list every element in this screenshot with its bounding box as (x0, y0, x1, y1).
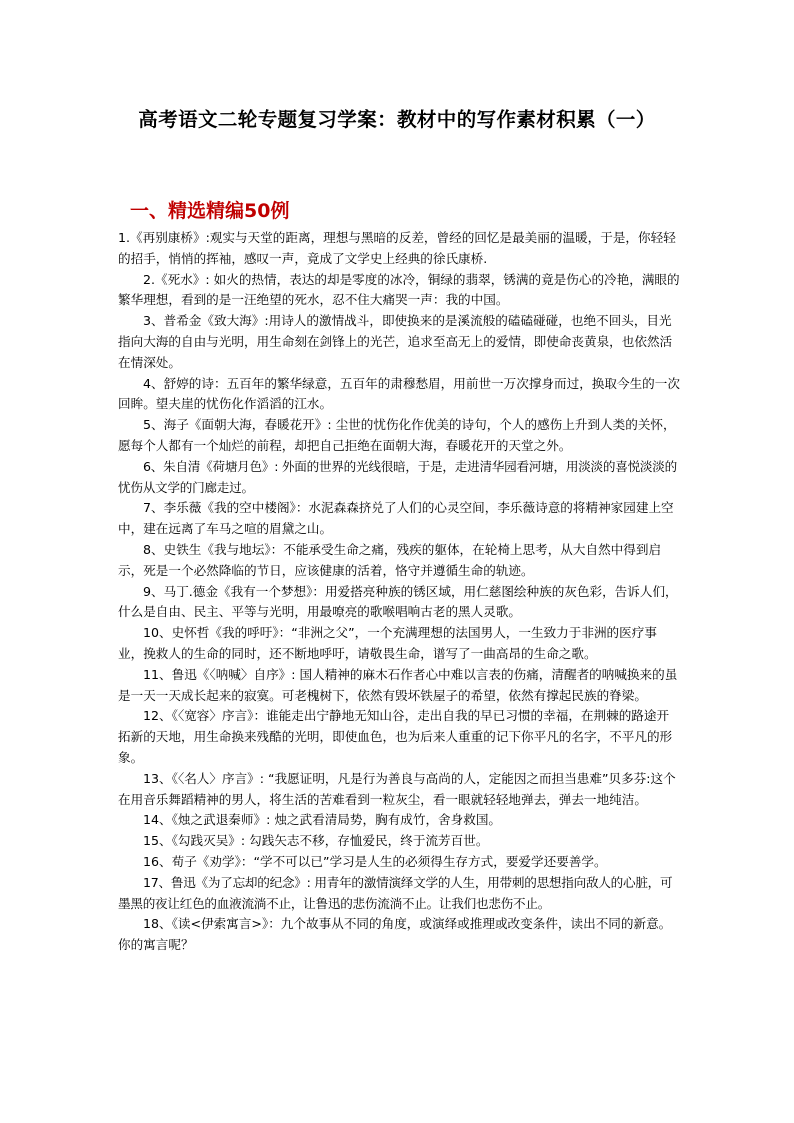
entry-paragraph: 4、舒婷的诗：五百年的繁华绿意，五百年的肃穆愁眉，用前世一万次撑身而过，换取今生的一次回眸。望夫崖的忧伤化作滔滔的江水。 (118, 375, 680, 412)
entry-paragraph: 14、《烛之武退秦师》: 烛之武看清局势，胸有成竹，舍身救国。 (143, 812, 502, 828)
entry-paragraph: 12、《〈宽容〉序言》：谁能走出宁静地无知山谷，走出自我的早已习惯的幸福，在荆棘的路途开拓新的天地，用生命换来残酷的光明，即使血色，也为后来人重重的记下你平凡的名字，不平凡的形象。 (118, 708, 673, 765)
entry-paragraph: 3、普希金《致大海》:用诗人的激情战斗，即使换来的是溪流般的磕磕碰碰，也绝不回头，目光指向大海的自由与光明，用生命刻在剑锋上的光芒，追求至高无上的爱情，即使命丧黄泉，也依然活在情深处。 (118, 313, 673, 370)
entry-paragraph: 16、荀子《劝学》：“学不可以已”学习是人生的必须得生存方式，要爱学还要善学。 (143, 853, 607, 869)
section-heading: 一、精选精编50例 (130, 200, 290, 222)
entry-paragraph: 10、史怀哲《我的呼吁》：“非洲之父”，一个充满理想的法国男人，一生致力于非洲的医疗事业，挽救人的生命的同时，还不断地呼吁，请敬畏生命，谱写了一曲高昂的生命之歌。 (118, 625, 657, 661)
entry-paragraph: 9、马丁.德金《我有一个梦想》：用爱搭亮种族的锈区域，用仁慈图绘种族的灰色彩，告诉人们，什么是自由、民主、平等与光明，用最嘹亮的歌喉唱响古老的黑人灵歌。 (118, 583, 678, 620)
document-title: 高考语文二轮专题复习学案：教材中的写作素材积累（一） (138, 108, 656, 131)
entry-paragraph: 15、《勾践灭吴》: 勾践矢志不移，存恤爱民，终于流芳百世。 (143, 833, 489, 849)
entry-paragraph: 6、朱自清《荷塘月色》: 外面的世界的光线很暗，于是，走进清华园看河塘，用淡淡的喜悦淡淡的忧伤从文学的门廊走过。 (118, 458, 677, 495)
entry-paragraph: 8、史铁生《我与地坛》：不能承受生命之痛，残疾的躯体，在轮椅上思考，从大自然中得到启示，死是一个必然降临的节日，应该健康的活着，恪守并遵循生命的轨迹。 (118, 541, 662, 578)
entry-paragraph: 7、李乐薇《我的空中楼阁》：水泥森森挤兑了人们的心灵空间，李乐薇诗意的将精神家园建上空中，建在远离了车马之喧的眉黛之山。 (118, 500, 674, 537)
entry-paragraph: 17、鲁迅《为了忘却的纪念》: 用青年的激情演绎文学的人生，用带刺的思想指向敌人的心脏，可墨黑的夜让红色的血液流淌不止，让鲁迅的悲伤流淌不止。让我们也悲伤不止。 (118, 874, 673, 911)
entry-paragraph: 13、《〈名人〉序言》: “我愿证明，凡是行为善良与高尚的人，定能因之而担当患难”贝多芬:这个在用音乐舞蹈精神的男人，将生活的苦难看到一粒灰尘，看一眼就轻轻地弹去，弹去一地纯洁。 (118, 770, 676, 807)
entry-list (118, 228, 680, 956)
entry-paragraph: 18、《读<伊索寓言>》：九个故事从不同的角度，或演绎或推理或改变条件，读出不同的新意。你的寓言呢？ (118, 916, 672, 953)
entry-paragraph: 5、海子《面朝大海，春暖花开》: 尘世的忧伤化作优美的诗句，个人的感伤上升到人类的关怀，愿每个人都有一个灿烂的前程，却把自己拒绝在面朝大海，春暖花开的天堂之外。 (118, 417, 676, 453)
entry-paragraph: 2.《死水》: 如火的热情，表达的却是零度的冰冷，铜绿的翡翠，锈满的竟是伤心的冷艳，满眼的繁华理想，看到的是一汪绝望的死水，忍不住大痛哭一声：我的中国。 (118, 271, 680, 308)
entry-paragraph: 11、鲁迅《〈呐喊〉自序》: 国人精神的麻木石作者心中难以言表的伤痛，清醒者的呐喊换来的虽是一天一天成长起来的寂寞。可老槐树下，依然有毁坏铁屋子的希望，依然有撑起民族的脊梁。 (118, 666, 678, 703)
entry-paragraph: 1.《再别康桥》:观实与天堂的距离，理想与黑暗的反差，曾经的回忆是最美丽的温暖，于是，你轻轻的招手，悄悄的挥袖，感叹一声，竟成了文学史上经典的徐氏康桥. (118, 230, 676, 266)
